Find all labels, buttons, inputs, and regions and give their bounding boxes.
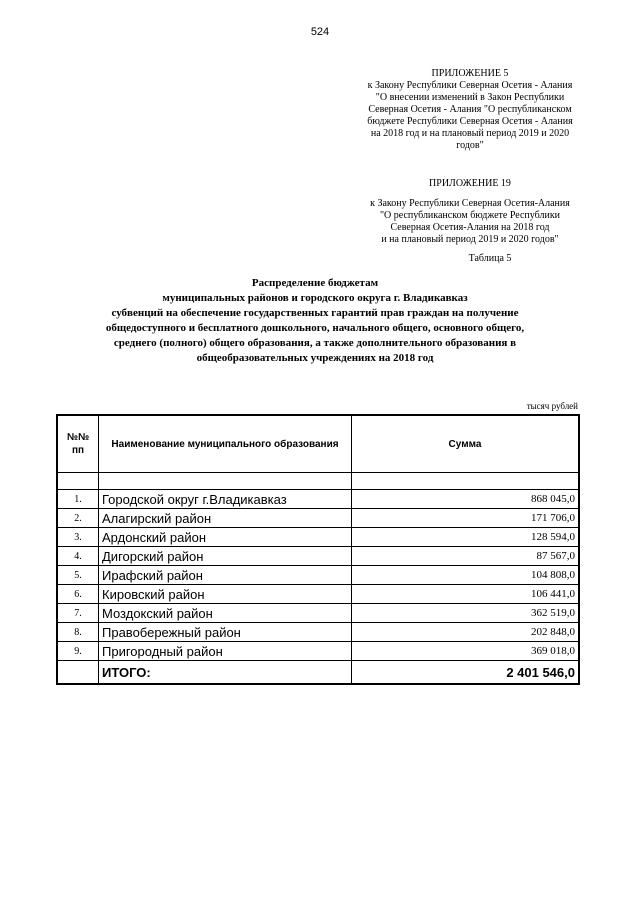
table-total-row	[57, 661, 579, 685]
row-name: Правобережный район	[99, 623, 352, 642]
row-number: 3.	[57, 528, 99, 547]
page-number: 524	[310, 26, 330, 38]
row-amount: 104 808,0	[352, 566, 580, 585]
title-line: общеобразовательных учреждениях на 2018 год	[196, 352, 434, 364]
row-name: Моздокский район	[99, 604, 352, 623]
title-line: муниципальных районов и городского округа г. Владикавказ	[162, 292, 468, 304]
row-name: Городской округ г.Владикавказ	[99, 490, 352, 509]
header-name: Наименование муниципального образования	[99, 415, 352, 473]
row-amount: 369 018,0	[352, 642, 580, 661]
spacer-cell	[352, 473, 580, 490]
appendix-19-line: и на плановый период 2019 и 2020 годов"	[381, 234, 559, 245]
appendix-19-line: к Закону Республики Северная Осетия-Алания	[370, 198, 570, 209]
table-row	[57, 547, 579, 566]
title-line: субвенций на обеспечение государственных гарантий прав граждан на получение	[111, 307, 519, 319]
row-number: 7.	[57, 604, 99, 623]
row-name: Ардонский район	[99, 528, 352, 547]
row-amount: 868 045,0	[352, 490, 580, 509]
appendix-19-line: ПРИЛОЖЕНИЕ 19	[429, 178, 511, 189]
table-row	[57, 566, 579, 585]
appendix-5-line: к Закону Республики Северная Осетия - Алания	[367, 80, 573, 91]
table-row	[57, 585, 579, 604]
appendix-5-line: "О внесении изменений в Закон Республики	[375, 92, 565, 103]
row-number: 1.	[57, 490, 99, 509]
row-amount: 128 594,0	[352, 528, 580, 547]
row-amount: 106 441,0	[352, 585, 580, 604]
document-title	[50, 276, 580, 366]
table-row	[57, 528, 579, 547]
table-row	[57, 642, 579, 661]
appendix-5-line: Северная Осетия - Алания "О республиканском	[368, 104, 572, 115]
title-line: Распределение бюджетам	[251, 277, 379, 289]
row-amount: 171 706,0	[352, 509, 580, 528]
row-name: Алагирский район	[99, 509, 352, 528]
appendix-5-line: на 2018 год и на плановый период 2019 и 2020	[370, 128, 570, 139]
table-row	[57, 604, 579, 623]
appendix-5-block	[350, 68, 590, 152]
row-number: 2.	[57, 509, 99, 528]
appendix-5-line: бюджете Республики Северная Осетия - Алания	[367, 116, 573, 127]
row-amount: 87 567,0	[352, 547, 580, 566]
header-amount: Сумма	[352, 415, 580, 473]
units-label: тысяч рублей	[526, 401, 578, 411]
spacer-cell	[57, 473, 99, 490]
table-row	[57, 623, 579, 642]
title-line: среднего (полного) общего образования, а также дополнительного образования в	[113, 337, 517, 349]
table-spacer-row	[57, 473, 579, 490]
appendix-19-block	[350, 178, 590, 246]
budget-table	[56, 414, 580, 685]
row-number: 8.	[57, 623, 99, 642]
table-row	[57, 509, 579, 528]
row-name: Дигорский район	[99, 547, 352, 566]
title-line: общедоступного и бесплатного дошкольного, начального общего, основного общего,	[105, 322, 525, 334]
row-name: Пригородный район	[99, 642, 352, 661]
row-number: 5.	[57, 566, 99, 585]
row-amount: 362 519,0	[352, 604, 580, 623]
header-num: №№ пп	[57, 415, 99, 473]
row-name: Кировский район	[99, 585, 352, 604]
row-number: 9.	[57, 642, 99, 661]
row-number: 6.	[57, 585, 99, 604]
total-label: ИТОГО:	[99, 661, 352, 685]
appendix-19-line: "О республиканском бюджете Республики	[379, 210, 561, 221]
total-amount: 2 401 546,0	[352, 661, 580, 685]
total-empty-cell	[57, 661, 99, 685]
table-row	[57, 490, 579, 509]
spacer-cell	[99, 473, 352, 490]
table-note: Таблица 5	[468, 253, 512, 264]
row-number: 4.	[57, 547, 99, 566]
row-name: Ирафский район	[99, 566, 352, 585]
appendix-5-line: ПРИЛОЖЕНИЕ 5	[431, 68, 509, 79]
appendix-19-line: Северная Осетия-Алания на 2018 год	[390, 222, 550, 233]
row-amount: 202 848,0	[352, 623, 580, 642]
table-header-row	[57, 415, 579, 473]
appendix-5-line: годов"	[456, 140, 484, 151]
